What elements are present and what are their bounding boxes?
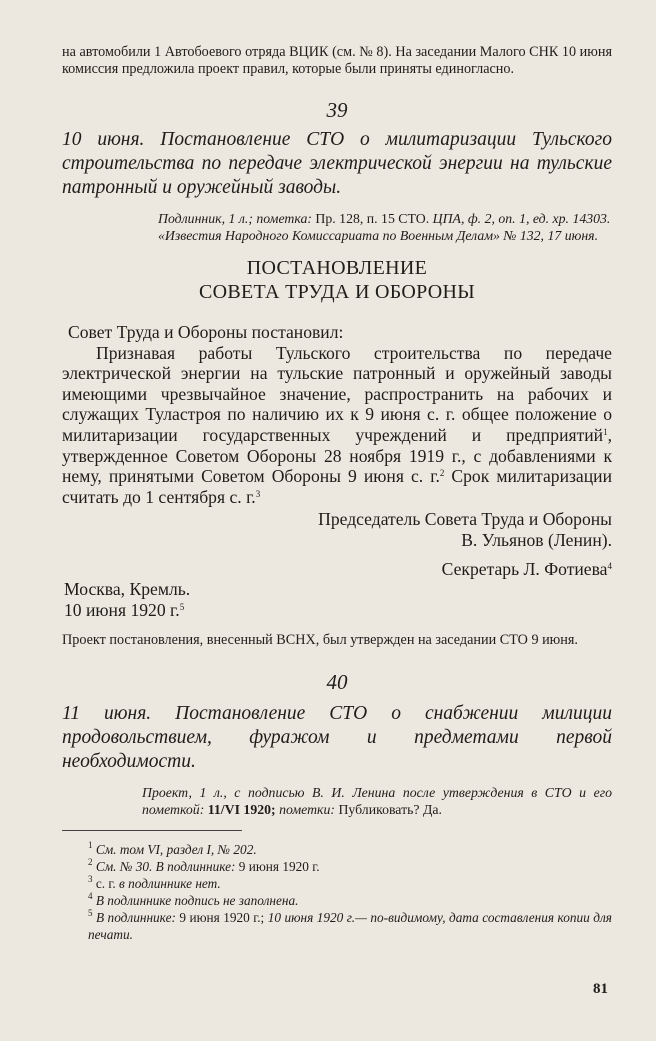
decree-text: Признавая работы Тульского строительства по передаче электрической энергии на тульские патронный и оружейный заводы имеющими чрезвычайное значение, распространить на рабочих и служащих Туластроя по наличию их к 9 июня с. г. общее положение о милитаризации государственных учреждений и предприятий (62, 342, 612, 445)
place: Москва, Кремль. (64, 579, 191, 600)
footnote (62, 909, 612, 943)
footnote-marker: 5 (88, 908, 93, 919)
signature-block (62, 509, 612, 579)
source-text: Проект, 1 л., с подписью В. И. Ленина после утверждения в СТО и его пометкой: (142, 785, 612, 818)
footnotes (62, 841, 612, 943)
footnote-text: См. № 30. В подлиннике: (95, 859, 236, 875)
secretary-name: Секретарь Л. Фотиева (441, 558, 608, 579)
footnote-text: с. г. (95, 876, 116, 892)
decree-text: Срок милитаризации считать до 1 сентября с. г. (62, 466, 612, 507)
decree-preamble: Совет Труда и Обороны постановил: (68, 322, 344, 342)
editorial-note: Проект постановления, внесенный ВСНХ, был утвержден на заседании СТО 9 июня. (62, 632, 578, 649)
signature-name: В. Ульянов (Ленин). (461, 529, 612, 550)
footnote-marker: 1 (88, 840, 93, 851)
document-heading: 11 июня. Постановление СТО о снабжении милиции продовольствием, фуражом и предметами первой необходимости. (62, 703, 612, 773)
decree-text: , утвержденное Советом Обороны 28 ноября 1919 г., с добавлениями к нему, принятыми Советом Обороны 9 июня с. г. (62, 424, 612, 487)
intro-paragraph: на автомобили 1 Автобоевого отряда ВЦИК (см. № 8). На заседании Малого СНК 10 июня комиссия предложила проект правил, которые были приняты единогласно. (62, 44, 612, 77)
footnote-marker: 4 (607, 560, 612, 571)
footnote (62, 841, 612, 858)
footnote (62, 858, 612, 875)
date: 10 июня 1920 г. (64, 599, 180, 620)
document-heading: 10 июня. Постановление СТО о милитаризации Тульского строительства по передаче электрической энергии на тульские патронный и оружейный заводы. (62, 129, 612, 198)
document-number: 40 (326, 670, 348, 695)
footnote-marker: 2 (439, 468, 445, 479)
signature-title: Председатель Совета Труда и Обороны (318, 509, 612, 530)
footnote-marker: 3 (88, 874, 93, 885)
footnote-text: в подлиннике нет. (115, 876, 221, 892)
footnote-marker: 3 (255, 488, 261, 499)
source-text: Подлинник, 1 л.; пометка: (158, 211, 312, 226)
document-number: 39 (326, 98, 348, 122)
decree-title-line: ПОСТАНОВЛЕНИЕ (246, 257, 428, 279)
footnote-text: В подлиннике подпись не заполнена. (95, 893, 299, 909)
source-text: пометки: (279, 802, 335, 818)
footnote-marker: 5 (179, 601, 185, 612)
footnote-text: См. том VI, раздел I, № 202. (95, 842, 257, 858)
secretary-signature (62, 559, 612, 580)
decree-body (62, 343, 612, 508)
source-text: Пр. 128, п. 15 СТО. (315, 211, 430, 226)
footnote-text: 10 июня 1920 г.— по-видимому, дата составления копии для печати. (88, 910, 612, 943)
page-content (62, 44, 612, 943)
footnote-divider (62, 830, 242, 831)
footnote-text: 9 июня 1920 г.; (175, 910, 268, 926)
footnote-text: В подлиннике: (95, 910, 176, 926)
footnote (62, 875, 612, 892)
source-date: 11/VI 1920; (207, 802, 276, 818)
decree-title (62, 256, 612, 304)
footnote (62, 892, 612, 909)
decree-title-line: СОВЕТА ТРУДА И ОБОРОНЫ (198, 281, 476, 303)
source-note (158, 210, 612, 244)
source-note (142, 784, 612, 818)
publication-reference: «Известия Народного Комиссариата по Военным Делам» № 132, 17 июня. (158, 228, 599, 243)
source-text: Публиковать? Да. (338, 802, 442, 818)
place-date (62, 579, 612, 620)
footnote-text: 9 июня 1920 г. (235, 859, 320, 875)
footnote-marker: 4 (88, 891, 93, 902)
footnote-marker: 2 (88, 857, 93, 868)
archive-reference: ЦПА, ф. 2, оп. 1, ед. хр. 14303. (432, 211, 611, 226)
page-number: 81 (593, 981, 608, 997)
footnote-marker: 1 (603, 426, 608, 437)
